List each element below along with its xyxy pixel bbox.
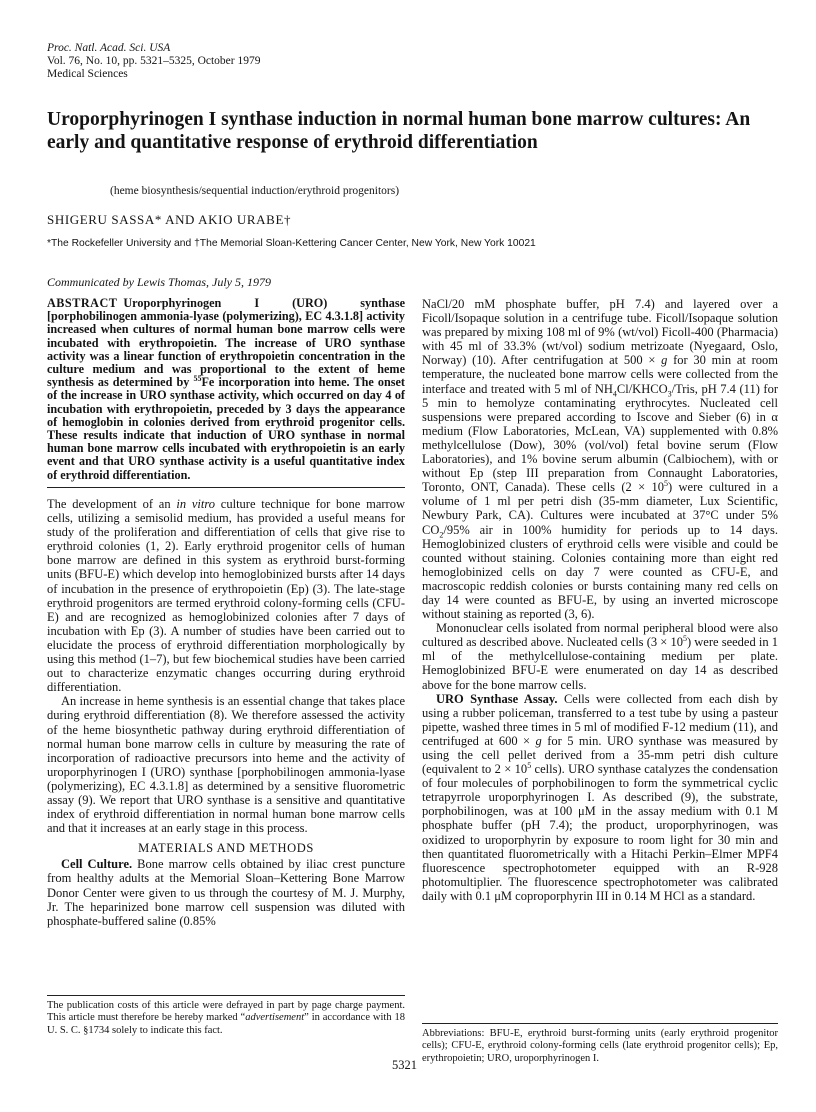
r-p1-sub4: 4	[612, 389, 617, 399]
fn-left-a: The publication costs of this article were defrayed in part by page charge payment. This article must therefore be hereby marked “	[47, 1000, 405, 1024]
r-p2-a: Mononuclear cells isolated from normal peripheral blood were also cultured as described above. Nucleated cells (3 × 10	[422, 621, 778, 650]
r-p3-sup5: 5	[527, 760, 532, 770]
fn-left-b: ” in accordance with 18 U. S. C. §1734 solely to indicate this fact.	[47, 1012, 405, 1036]
r-p1-a: NaCl/20 mM phosphate buffer, pH 7.4) and layered over a Ficoll/Isopaque solution in a centrifuge tube. Ficoll/Isopaque solution was prepared by mixing 108 ml of 9% (wt/vol) Ficoll-400 (Pharmacia) with 45 ml of 33.3% (wt/vol) sodium metrizoate (Nyegaard, Oslo, Norway) (10). After centrifugation at 500 ×	[422, 297, 778, 368]
footnote-divider-left	[47, 995, 405, 996]
keywords: (heme biosynthesis/sequential induction/erythroid progenitors)	[110, 185, 400, 197]
uro-assay-paragraph	[422, 692, 778, 903]
cell-culture-text: Bone marrow cells obtained by iliac crest puncture from healthy adults at the Memorial Sloan–Kettering Bone Marrow Donor Center were given to us through the courtesy of M. J. Murphy, Jr. The heparinized bone marrow cell suspension was diluted with phosphate-buffered saline (0.85%	[47, 857, 405, 928]
section-heading-methods: MATERIALS AND METHODS	[138, 841, 314, 856]
abstract-text-2: Fe incorporation into heme. The onset of the increase in URO synthase activity, which occurred on day 4 of incubation with erythropoietin, preceded by 3 days the appearance of hemoglobin in colonies derived from erythroid progenitor cells. These results indicate that induction of URO synthase in normal human bone marrow cells incubated with erythropoietin is an early event and that URO synthase activity is a useful quantitative index of erythroid differentiation.	[47, 375, 405, 482]
r-p1-sup5: 5	[664, 479, 668, 489]
abbreviations-footnote: Abbreviations: BFU-E, erythroid burst-forming units (early erythroid progenitor cells); CFU-E, erythroid colony-forming cells (late erythroid progenitor cells); Ep, erythropoietin; URO, uroporphyrinogen I.	[422, 1028, 778, 1064]
r-p3-a: Cells were collected from each dish by using a rubber policeman, transferred to a test tube by using a pasteur pipette, washed three times in 5 ml of modified F-12 medium (11), and centrifuged at 600 ×	[422, 691, 778, 748]
right-paragraph-2	[422, 621, 778, 691]
cell-culture-paragraph	[47, 857, 405, 927]
r-p1-g: g	[661, 353, 668, 368]
r-p1-sub3: 3	[667, 389, 672, 399]
right-column	[422, 297, 778, 903]
journal-section: Medical Sciences	[47, 68, 128, 80]
abstract	[47, 297, 405, 482]
r-p2-b: ) were seeded in 1 ml of the methylcellulose-containing medium per plate. Hemoglobinized BFU-E were enumerated on day 14 as described above for the bone marrow cells.	[422, 635, 778, 692]
footnote-divider-right	[422, 1023, 778, 1024]
uro-assay-head: URO Synthase Assay.	[436, 691, 558, 706]
intro-paragraph-2: An increase in heme synthesis is an essential change that takes place during erythroid differentiation (8). We therefore assessed the activity of the heme biosynthetic pathway during erythroid differentiation of normal human bone marrow cells in culture by measuring the rate of incorporation of radioactive precursors into heme and the activity of uroporphyrinogen I (URO) synthase [porphobilinogen ammonia-lyase (polymerizing), EC 4.3.1.8] as determined by a sensitive fluorometric assay (9). We report that URO synthase is a sensitive and quantitative index of erythroid differentiation in normal human bone marrow cells and that it increases at an early stage in this process.	[47, 694, 405, 836]
r-p1-d: /Tris, pH 7.4 (11) for 5 min to hemolyze contaminating erythrocytes. Nucleated cell suspensions were prepared according to Iscove and Sieber (6) in α medium (Flow Laboratories, McLean, VA) supplemented with 0.8% methylcellulose (Dow), 30% (vol/vol) fetal bovine serum (Flow Laboratories), and 1% bovine serum albumin (Calbiochem), with or without Ep (step III preparation from Connaught Laboratories, Toronto, ONT, Canada). These cells (2 × 10	[422, 381, 778, 495]
publication-cost-footnote	[47, 1000, 405, 1037]
r-p1-f: /95% air in 100% humidity for periods up to 14 days. Hemoglobinized clusters of erythroid cells were visible and could be counted without staining. Colonies containing more than eight red hemoglobinized cells on day 7 were counted as CFU-E, and macroscopic reddish colonies or bursts containing many red cells on day 14 were counted as BFU-E, by using an inverted microscope without staining as reported (3, 6).	[422, 522, 778, 622]
r-p3-c: cells). URO synthase catalyzes the condensation of four molecules of porphobilinogen to form the symmetrical cyclic tetrapyrrole uroporphyrinogen I. As described (9), the substrate, porphobilinogen, was at 100 μM in the assay medium with 0.1 M phosphate buffer (pH 7.4); the product, uroporphyrinogen, was oxidized to uroporphyrin by exposure to room light for 30 min and then quantitated fluorometrically with a Hitachi Perkin–Elmer MPF4 fluorescence spectrophotometer equipped with an R-928 photomultiplier. The fluorescence spectrophotometer was calibrated daily with 0.1 μM coproporphyrin III in 0.14 M HCl as a standard.	[422, 762, 778, 903]
journal-header	[47, 42, 261, 81]
intro-p1-b: culture technique for bone marrow cells, utilizing a semisolid medium, has provided a useful means for study of the proliferation and differentiation of cells that give rise to erythroid colonies (1, 2). Early erythroid progenitor cells of human bone marrow are defined in this system as erythroid burst-forming units (BFU-E) which develop into hemoglobinized bursts after 14 days of incubation in the presence of erythropoietin (Ep) (3). The late-stage erythroid progenitors are termed erythroid colony-forming cells (CFU-E) and are recognized as hemoglobinized colonies after 7 days of incubation with Ep (3). A number of studies have been carried out to elucidate the process of erythroid differentiation morphologically by using this method (1–7), but few biochemical studies have been carried out to characterize enzymatic changes occurring during erythroid differentiation.	[47, 497, 405, 695]
r-p1-e: ) were cultured in a volume of 1 ml per petri dish (35-mm diameter, Lux Scientific, Newbury Park, CA). Cultures were incubated at 37°C under 5% CO	[422, 480, 778, 537]
left-column	[47, 497, 405, 928]
right-paragraph-1	[422, 297, 778, 621]
fn-left-italic: advertisement	[245, 1012, 305, 1024]
affiliation: *The Rockefeller University and †The Memorial Sloan-Kettering Cancer Center, New York, New York 10021	[47, 238, 536, 249]
intro-p1-a: The development of an	[47, 497, 177, 511]
r-p2-sup5: 5	[682, 634, 687, 644]
communicated-by: Communicated by Lewis Thomas, July 5, 1979	[47, 275, 271, 289]
journal-name: Proc. Natl. Acad. Sci. USA	[47, 42, 171, 54]
abstract-text-1: Uroporphyrinogen I (URO) synthase [porphobilinogen ammonia-lyase (polymerizing), EC 4.3.1.8] activity increased when cultures of normal human bone marrow cells were incubated with erythropoietin. The increase of URO synthase activity was a linear function of erythropoietin concentration in the culture medium and was proportional to the extent of heme synthesis as determined by	[47, 296, 405, 390]
journal-volume: Vol. 76, No. 10, pp. 5321–5325, October 1979	[47, 55, 261, 67]
abstract-divider	[47, 487, 405, 488]
abstract-sup: 55	[193, 374, 202, 384]
r-p3-g: g	[535, 733, 542, 748]
intro-p1-italic: in vitro	[176, 497, 216, 511]
r-p1-c: Cl/KHCO	[616, 381, 668, 396]
r-p1-sub2: 2	[439, 530, 444, 539]
article-title: Uroporphyrinogen I synthase induction in normal human bone marrow cultures: An early and quantitative response of erythroid differentiation	[47, 109, 751, 153]
authors: SHIGERU SASSA* AND AKIO URABE†	[47, 212, 292, 227]
r-p1-b: for 30 min at room temperature, the nucleated bone marrow cells were collected from the interface and treated with 5 ml of NH	[422, 353, 778, 396]
cell-culture-head: Cell Culture.	[61, 857, 133, 872]
page-number: 5321	[392, 1058, 417, 1072]
abstract-label: ABSTRACT	[47, 296, 118, 310]
intro-paragraph-1	[47, 497, 405, 694]
r-p3-b: for 5 min. URO synthase was measured by using the cell pellet derived from a 35-mm petri dish culture (equivalent to 2 × 10	[422, 733, 778, 777]
